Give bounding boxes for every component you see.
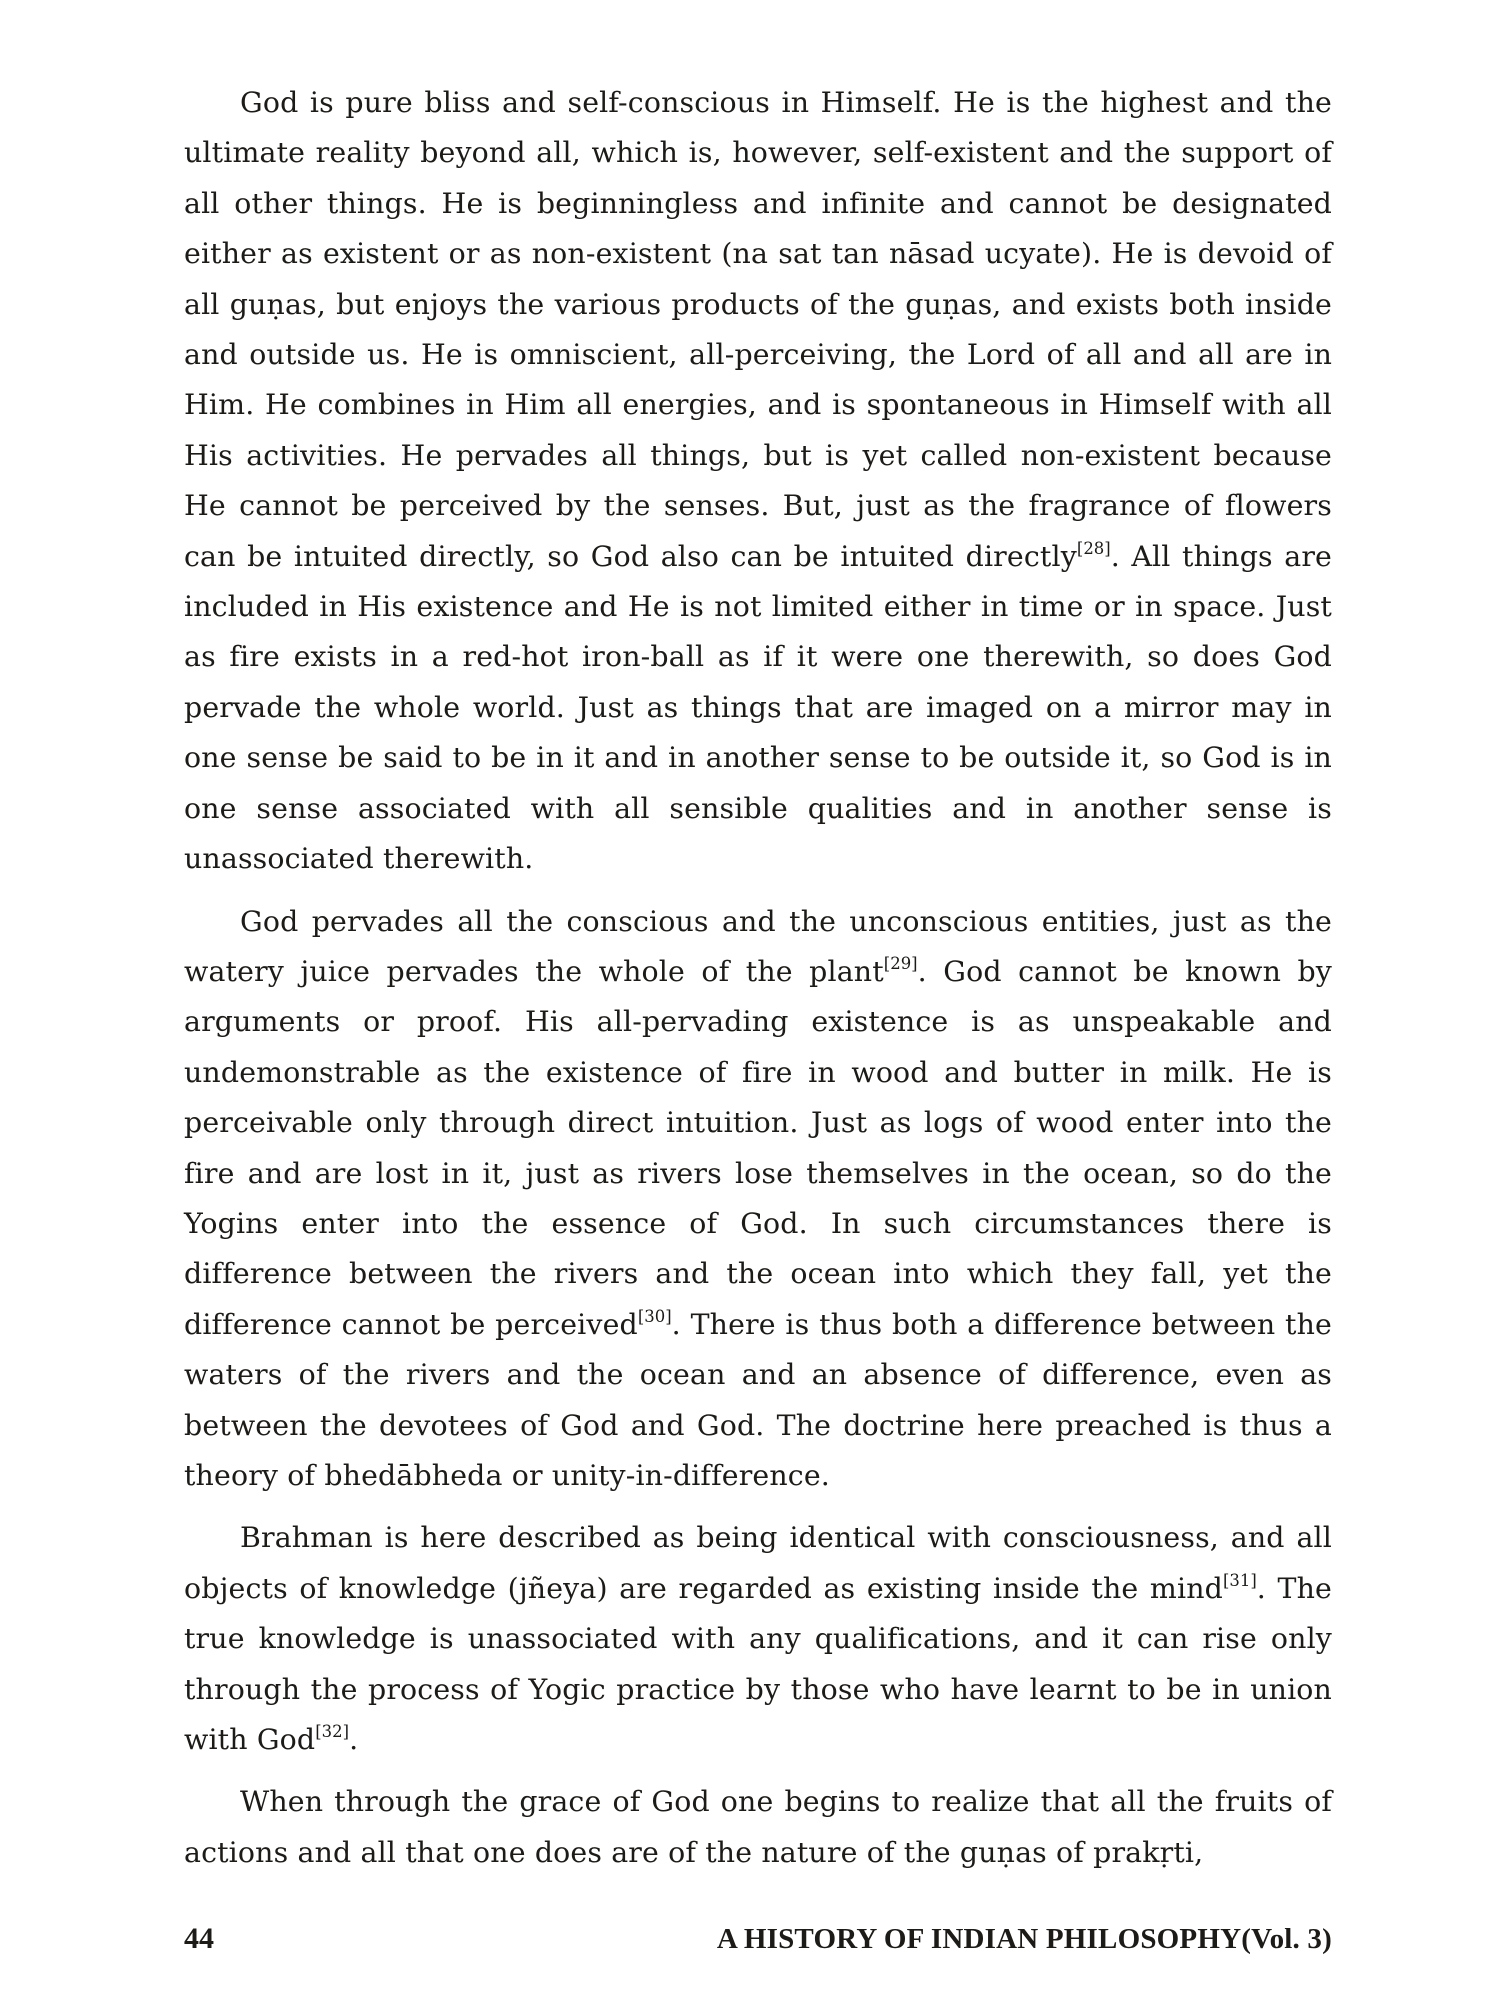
paragraph [184, 1777, 1332, 1878]
paragraph-text: When through the grace of God one begins to realize that all the fruits of actions and all that one does are of the nature of the guṇas of prakṛti, [184, 1785, 1332, 1869]
page-footer [184, 1922, 1332, 1956]
paragraph-text: . God cannot be known by arguments or proof. His all-pervading existence is as unspeakable and undemonstrable as the existence of fire in wood and butter in milk. He is perceivable only through direct intuition. Just as logs of wood enter into the fire and are lost in it, just as rivers lose themselves in the ocean, so do the Yogins enter into the essence of God. In such circumstances there is difference between the rivers and the ocean into which they fall, yet the difference cannot be perceived [184, 954, 1332, 1341]
footnote-reference: [32] [315, 1722, 350, 1742]
paragraph-text: God is pure bliss and self-conscious in Himself. He is the highest and the ultimate reality beyond all, which is, however, self-existent and the support of all other things. He is beginningless and infinite and cannot be designated either as existent or as non-existent (na sat tan nāsad ucyate). He is devoid of all guṇas, but enjoys the various products of the guṇas, and exists both inside and outside us. He is omniscient, all-perceiving, the Lord of all and all are in Him. He combines in Him all energies, and is spontaneous in Himself with all His activities. He pervades all things, but is yet called non-existent because He cannot be perceived by the senses. But, just as the fragrance of flowers can be intuited directly, so God also can be intuited directly [184, 86, 1332, 573]
running-title: A HISTORY OF INDIAN PHILOSOPHY(Vol. 3) [716, 1923, 1332, 1955]
footnote-reference: [30] [637, 1306, 672, 1326]
body-text [184, 78, 1332, 1890]
paragraph-text: . All things are included in His existence and He is not limited either in time or in space. Just as fire exists in a red-hot iron-ball as if it were one therewith, so does God pervade the whole world. Just as things that are imaged on a mirror may in one sense be said to be in it and in another sense to be outside it, so God is in one sense associated with all sensible qualities and in another sense is unassociated therewith. [184, 539, 1333, 876]
paragraph-text: Brahman is here described as being identical with consciousness, and all objects of knowledge (jñeya) are regarded as existing inside the mind [184, 1521, 1332, 1605]
paragraph [184, 1513, 1332, 1765]
paragraph-text: . There is thus both a difference between the waters of the rivers and the ocean and an absence of difference, even as between the devotees of God and God. The doctrine here preached is thus a theory of bhedābheda or unity-in-difference. [184, 1307, 1332, 1492]
paragraph-text: . [349, 1723, 359, 1756]
page-number: 44 [184, 1922, 214, 1955]
paragraph [184, 897, 1332, 1502]
footnote-reference: [28] [1076, 538, 1111, 558]
paragraph-text: God pervades all the conscious and the unconscious entities, just as the watery juice pervades the whole of the plant [184, 904, 1332, 988]
paragraph-text: . The true knowledge is unassociated with any qualifications, and it can rise only through the process of Yogic practice by those who have learnt to be in union with God [184, 1571, 1332, 1756]
paragraph [184, 78, 1332, 885]
footnote-reference: [31] [1222, 1570, 1257, 1590]
footnote-reference: [29] [883, 954, 918, 974]
